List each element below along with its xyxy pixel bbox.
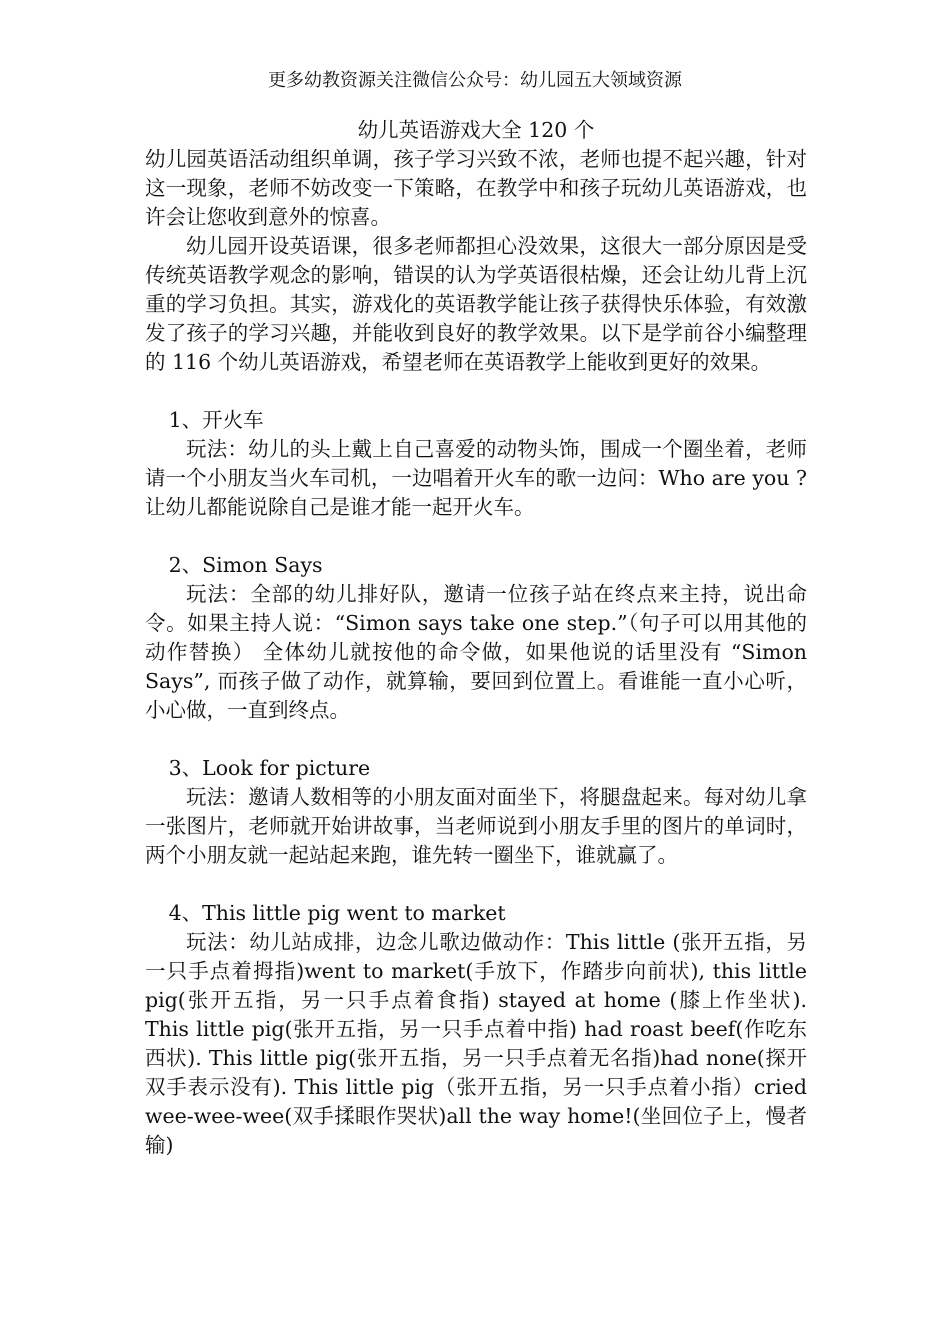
intro-paragraph-1: 幼儿园英语活动组织单调，孩子学习兴致不浓，老师也提不起兴趣，针对这一现象，老师不妨改变一下策略，在教学中和孩子玩幼儿英语游戏，也许会让您收到意外的惊喜。: [145, 147, 807, 229]
game-item-4: [145, 899, 807, 1160]
document-title: 幼儿英语游戏大全 120 个: [357, 118, 595, 142]
game-heading: 1、开火车: [168, 408, 264, 432]
game-item-2: [145, 551, 807, 725]
game-heading: 4、This little pig went to market: [168, 901, 506, 925]
game-description: 玩法：幼儿的头上戴上自己喜爱的动物头饰，围成一个圈坐着，老师请一个小朋友当火车司机，一边唱着开火车的歌一边问：Who are you ?让幼儿都能说除自己是谁才能一起开火车。: [145, 437, 807, 519]
game-description: 玩法：邀请人数相等的小朋友面对面坐下，将腿盘起来。每对幼儿拿一张图片，老师就开始讲故事，当老师说到小朋友手里的图片的单词时，两个小朋友就一起站起来跑，谁先转一圈坐下，谁就赢了。: [145, 785, 807, 867]
game-description: 玩法：全部的幼儿排好队，邀请一位孩子站在终点来主持，说出命令。如果主持人说：“Simon says take one step.”（句子可以用其他的动作替换） 全体幼儿就按他的命令做，如果他说的话里没有 “Simon Says”, 而孩子做了动作，就算输，要回到位置上。看谁能一直小心听，小心做，一直到终点。: [145, 582, 807, 722]
document-body: [145, 116, 807, 1160]
game-item-1: [145, 406, 807, 522]
game-item-3: [145, 754, 807, 870]
game-heading: 2、Simon Says: [168, 553, 323, 577]
game-heading: 3、Look for picture: [168, 756, 371, 780]
page-header: 更多幼教资源关注微信公众号：幼儿园五大领域资源: [268, 70, 682, 91]
game-description: 玩法：幼儿站成排，边念儿歌边做动作：This little (张开五指，另一只手点着拇指)went to market(手放下，作踏步向前状), this little pig(张开五指，另一只手点着食指) stayed at home (膝上作坐状). This little pig(张开五指，另一只手点着中指) had roast beef(作吃东西状). This little pig(张开五指，另一只手点着无名指)had none(探开双手表示没有). This little pig（张开五指，另一只手点着小指）cried wee-wee-wee(双手揉眼作哭状)all the way home!(坐回位子上，慢者输): [145, 930, 807, 1157]
intro-paragraph-2: 幼儿园开设英语课，很多老师都担心没效果，这很大一部分原因是受传统英语教学观念的影响，错误的认为学英语很枯燥，还会让幼儿背上沉重的学习负担。其实，游戏化的英语教学能让孩子获得快乐体验，有效激发了孩子的学习兴趣，并能收到良好的教学效果。以下是学前谷小编整理的 116 个幼儿英语游戏，希望老师在英语教学上能收到更好的效果。: [145, 234, 807, 374]
